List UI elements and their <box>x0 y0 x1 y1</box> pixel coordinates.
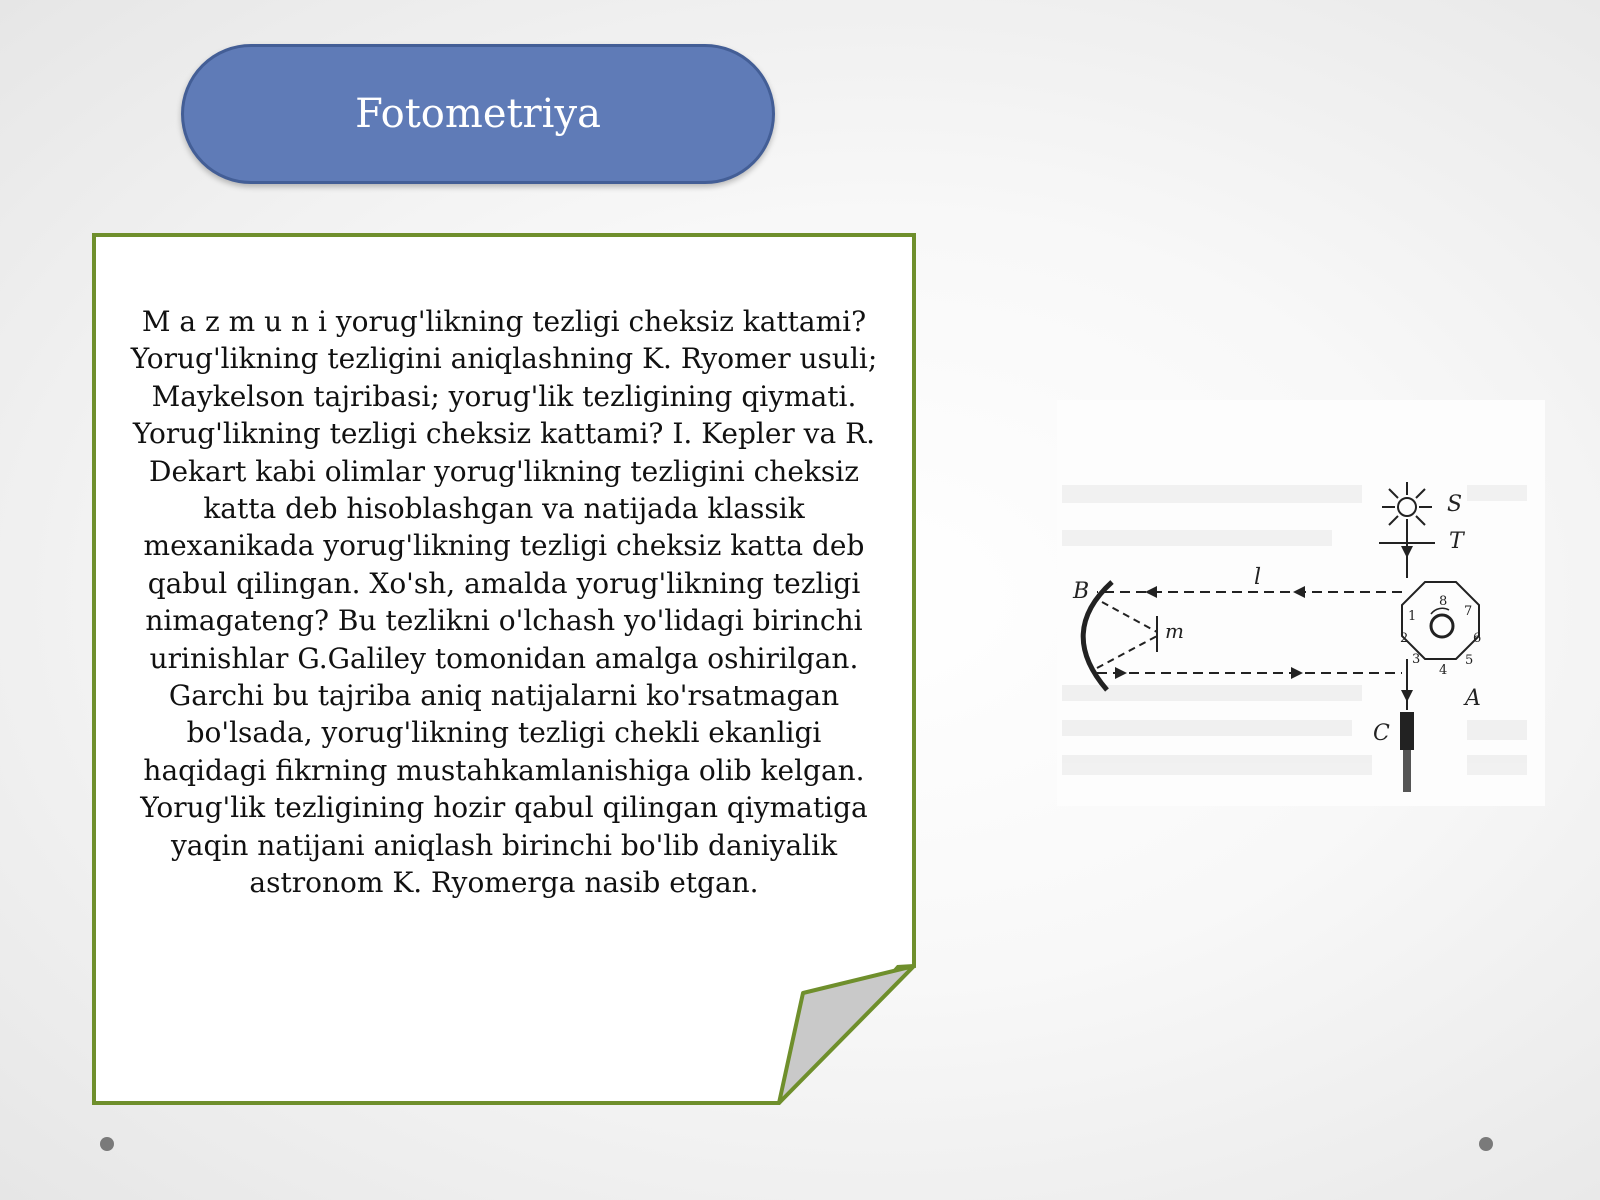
label-b: B <box>1073 579 1090 604</box>
arrow-right-icon <box>1115 667 1127 679</box>
scan-noise <box>1467 485 1527 501</box>
bullet-dot-left <box>100 1137 114 1151</box>
prism-face-number: 6 <box>1473 631 1482 646</box>
scan-noise <box>1467 755 1527 775</box>
light-source-icon <box>1382 482 1432 532</box>
arrow-left-icon <box>1145 586 1157 598</box>
prism-face-number: 5 <box>1465 653 1474 668</box>
rotation-arrow-icon <box>1431 608 1449 614</box>
slide-title: Fotometriya <box>355 91 601 137</box>
label-a: A <box>1465 686 1481 711</box>
prism-face-number: 7 <box>1464 604 1473 619</box>
beam-arrows <box>1115 546 1413 702</box>
label-c: C <box>1373 721 1390 746</box>
prism-face-number: 1 <box>1408 609 1417 624</box>
scan-noise <box>1467 720 1527 740</box>
bullet-dot-right <box>1479 1137 1493 1151</box>
title-banner <box>181 44 775 184</box>
prism-axle <box>1431 615 1453 637</box>
scan-noise <box>1062 485 1362 503</box>
prism-face-number: 2 <box>1400 631 1409 646</box>
arrow-right-icon <box>1291 667 1303 679</box>
mirror-ray-lower <box>1097 636 1157 668</box>
mirror-ray-upper <box>1102 602 1157 632</box>
label-s: S <box>1447 492 1463 517</box>
prism-face-number: 3 <box>1412 652 1421 667</box>
light-speed-diagram <box>1057 400 1545 806</box>
note-card <box>92 233 916 1105</box>
scan-noise <box>1062 720 1352 736</box>
arrow-down-icon <box>1401 690 1413 702</box>
scan-noise <box>1062 530 1332 546</box>
prism-face-number: 4 <box>1439 663 1448 678</box>
body-text: M a z m u n i yorug'likning tezligi cheksiz kattami? Yorug'likning tezligini aniqlashning K. Ryomer usuli; Maykelson tajribasi; yorug'lik tezligining qiymati. Yorug'likning tezligi cheksiz kattami? I. Kepler va R. Dekart kabi olimlar yorug'likning tezligini cheksiz katta deb hisoblashgan va natijada klassik mexanikada yorug'likning tezligi cheksiz katta deb qabul qilingan. Xo'sh, amalda yorug'likning tezligi nimagateng? Bu tezlikni o'lchash yo'lidagi birinchi urinishlar G.Galiley tomonidan amalga oshirilgan. Garchi bu tajriba aniq natijalarni ko'rsatmagan bo'lsada, yorug'likning tezligi chekli ekanligi haqidagi fikrning mustahkamlanishiga olib kelgan. Yorug'lik tezligining hozir qabul qilingan qiymatiga yaqin natijani aniqlash birinchi bo'lib daniyalik astronom K. Ryomerga nasib etgan. <box>130 305 878 900</box>
diagram-svg <box>1057 400 1545 806</box>
label-m: m <box>1165 619 1184 643</box>
label-t: T <box>1449 529 1464 554</box>
telescope-tube <box>1403 750 1411 792</box>
arrow-left-icon <box>1293 586 1305 598</box>
scan-noise <box>1062 755 1372 775</box>
arrow-down-icon <box>1401 546 1413 558</box>
label-l: l <box>1254 565 1262 590</box>
prism-face-number: 8 <box>1439 594 1448 609</box>
telescope-body <box>1400 712 1414 750</box>
